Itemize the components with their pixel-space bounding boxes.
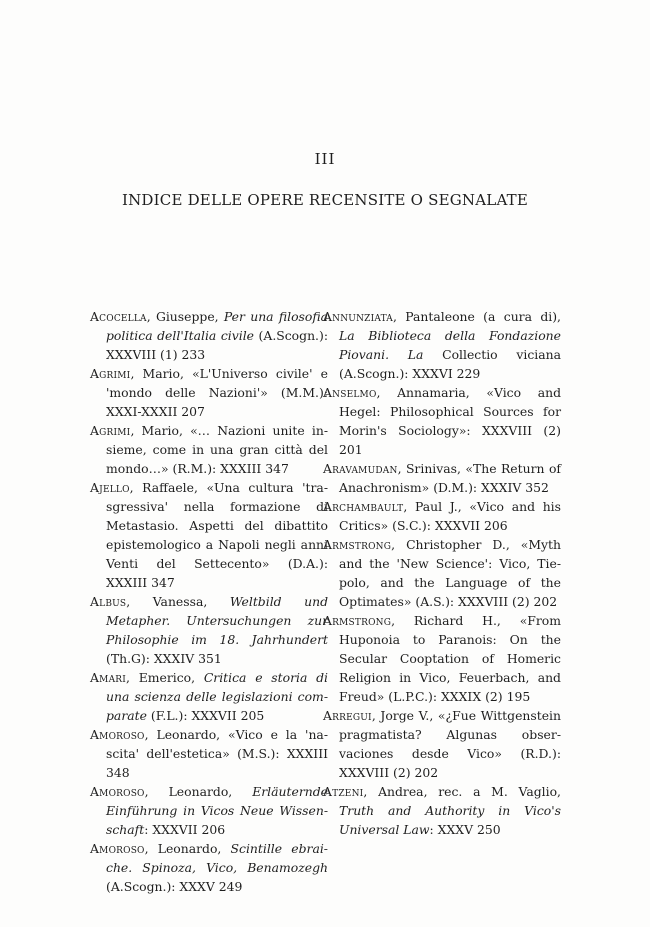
entry-details: , Paul J., «Vico and his Critics» (S.C.): XXXVII 206 (339, 499, 561, 533)
entry-reference: Collectio viciana (A.Scogn.): XXXVI 229 (339, 347, 561, 381)
entry-details: , Emerico, (126, 670, 204, 685)
entry-author: Archambault (323, 499, 404, 514)
entry-details: , Srinivas, «The Return of Anachronism» (D.M.): XXXIV 352 (339, 461, 561, 495)
entry-details: , Pantaleone (a cura di), (392, 309, 561, 324)
entry-author: Acocella (90, 309, 147, 324)
entry-reference: : XXXVII 206 (144, 822, 226, 837)
entry-reference: (A.Scogn.): XXXVIII (1) 233 (106, 328, 329, 362)
entry-author: Agrimi (90, 423, 131, 438)
entry-title: Weltbild und Metapher. Untersuchungen zur Philosophie im 18. Jahrhundert (106, 594, 328, 647)
index-entry (90, 725, 328, 782)
index-entry (90, 668, 328, 725)
entry-author: Anselmo (323, 385, 377, 400)
entry-details: , Vanessa, (126, 594, 230, 609)
index-column-left (90, 307, 328, 896)
entry-details: , Christopher D., «Myth and the 'New Science': Vico, Tiepolo, and the Language of the Optimates» (A.S.): XXXVIII (2) 202 (339, 537, 561, 609)
entry-reference: : XXXV 250 (429, 822, 501, 837)
entry-author: Albus (90, 594, 127, 609)
entry-author: Ajello (90, 480, 130, 495)
entry-details: , Richard H., «From Huponoia to Paranois: On the Secular Cooptation of Homeric Religion in Vico, Feuerbach, and Freud» (L.P.C.): XXXIX (2) 195 (339, 613, 561, 704)
entry-details: , Jorge V., «¿Fue Wittgenstein pragmatista? Algunas observaciones desde Vico» (R.D.): XXXVIII (2) 202 (339, 708, 561, 780)
index-entry (323, 383, 561, 459)
entry-details: , Andrea, rec. a M. Vaglio, (363, 784, 561, 799)
index-column-right (323, 307, 561, 839)
index-entry (90, 782, 328, 839)
entry-title: Critica e storia di una scienza delle legislazioni comparate (106, 670, 329, 723)
entry-reference: (A.Scogn.): XXXV 249 (106, 879, 243, 894)
entry-details: , Leonardo, «Vico e la 'nascita' dell'estetica» (M.S.): XXXIII 348 (106, 727, 328, 780)
entry-author: Amoroso (90, 727, 145, 742)
index-entry (323, 307, 561, 383)
entry-details: , Mario, «L'Universo civile' e 'mondo delle Nazioni'» (M.M.): XXXI-XXXII 207 (106, 366, 328, 419)
entry-author: Aravamudan (323, 461, 398, 476)
index-entry (323, 459, 561, 497)
entry-author: Atzeni (323, 784, 364, 799)
entry-title: Scintille ebraiche. Spinoza, Vico, Benamozegh (106, 841, 328, 875)
chapter-number: III (314, 150, 336, 168)
entry-details: , Leonardo, (144, 841, 231, 856)
entry-author: Amoroso (90, 841, 145, 856)
section-title: INDICE DELLE OPERE RECENSITE O SEGNALATE (121, 191, 529, 209)
index-entry (90, 839, 328, 896)
index-entry (90, 478, 328, 592)
entry-author: Agrimi (90, 366, 131, 381)
entry-title: Per una filosofia politica dell'Italia civile (106, 309, 329, 343)
entry-details: , Mario, «… Nazioni unite insieme, come in una gran città del mondo…» (R.M.): XXXIII 347 (106, 423, 328, 476)
index-entry (323, 611, 561, 706)
entry-author: Arregui (323, 708, 372, 723)
entry-title: Erläuternde Einführung in Vicos Neue Wissenschaft (106, 784, 328, 837)
entry-details: , Annamaria, «Vico and Hegel: Philosophical Sources for Morin's Sociology»: XXXVIII (2) 201 (339, 385, 561, 457)
entry-author: Amari (90, 670, 126, 685)
entry-reference: (Th.G): XXXIV 351 (106, 651, 222, 666)
index-entry (90, 421, 328, 478)
entry-author: Armstrong (323, 537, 392, 552)
entry-author: Annunziata (323, 309, 393, 324)
entry-author: Amoroso (90, 784, 145, 799)
index-entry (90, 364, 328, 421)
entry-title: Truth and Authority in Vico's Universal Law (339, 803, 561, 837)
index-entry (90, 307, 328, 364)
entry-title: La Biblioteca della Fondazione Piovani. La (339, 328, 561, 362)
entry-details: , Raffaele, «Una cultura 'trasgressiva' nella formazione di Metastasio. Aspetti del dibattito epistemologico a Napoli negli anni Venti del Settecento» (D.A.): XXXIII 347 (106, 480, 328, 590)
index-entry (323, 497, 561, 535)
index-entry (90, 592, 328, 668)
entry-author: Armstrong (323, 613, 392, 628)
entry-reference: (F.L.): XXXVII 205 (146, 708, 265, 723)
index-entry (323, 782, 561, 839)
index-entry (323, 706, 561, 782)
entry-details: , Leonardo, (144, 784, 253, 799)
index-entry (323, 535, 561, 611)
entry-details: , Giuseppe, (146, 309, 224, 324)
